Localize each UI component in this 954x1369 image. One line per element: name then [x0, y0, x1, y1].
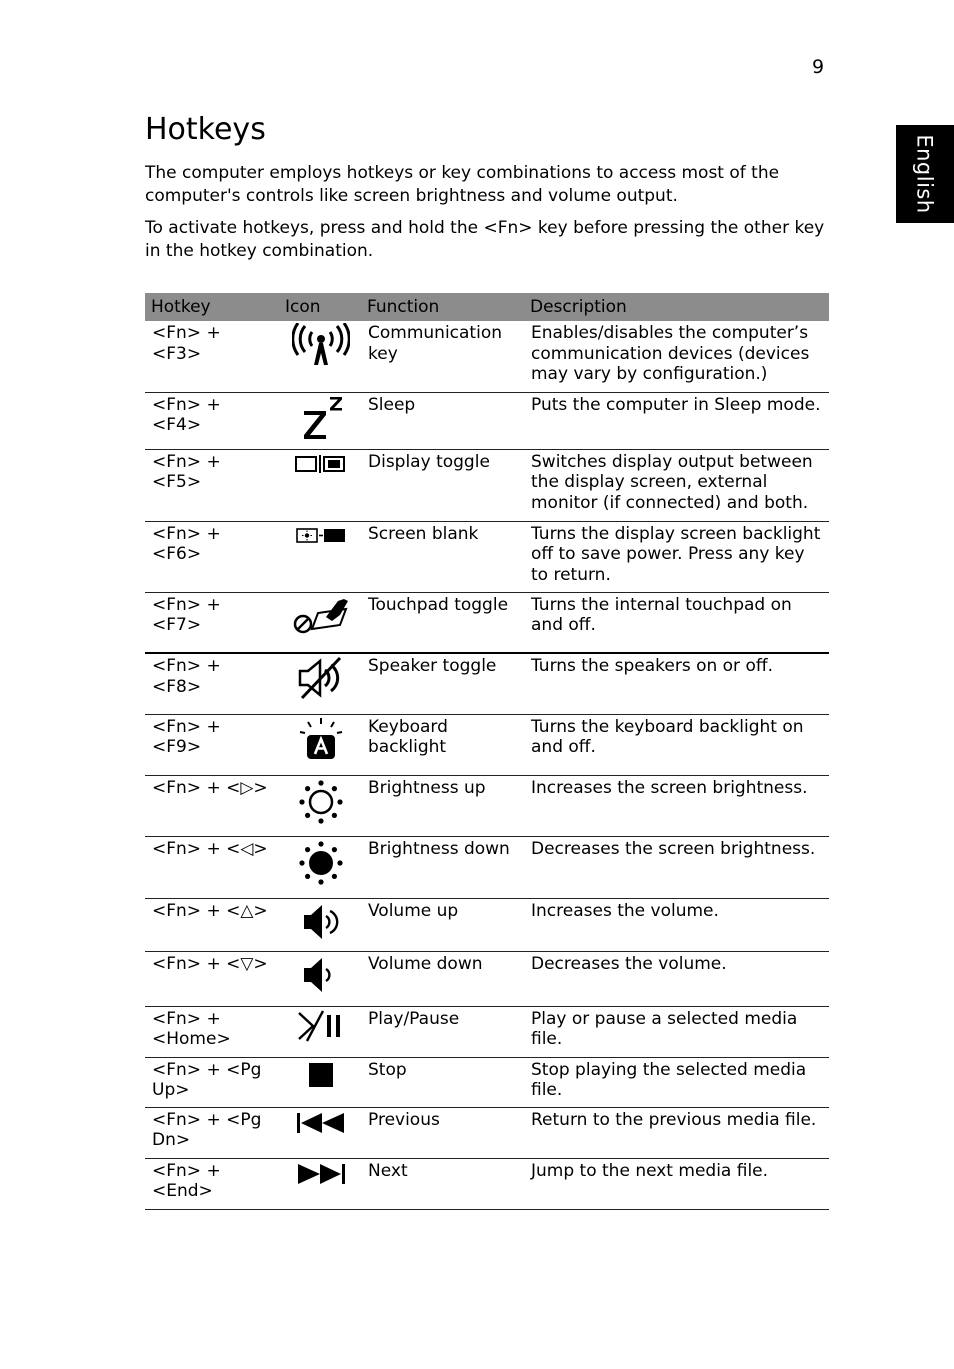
- hotkey-cell: <Fn> + <▷>: [145, 775, 279, 836]
- table-row: [145, 1006, 829, 1057]
- icon-cell: [279, 1158, 361, 1209]
- icon-cell: [279, 1107, 361, 1158]
- table-row: [145, 1158, 829, 1209]
- header-icon: Icon: [279, 293, 361, 321]
- hotkey-cell: <Fn> + <F6>: [145, 521, 279, 592]
- function-cell: Display toggle: [361, 449, 524, 521]
- table-row: [145, 836, 829, 898]
- description-cell: Increases the volume.: [524, 898, 829, 951]
- description-cell: Turns the keyboard backlight on and off.: [524, 714, 829, 775]
- hotkey-cell: <Fn> + <Pg Dn>: [145, 1107, 279, 1158]
- description-cell: Turns the internal touchpad on and off.: [524, 592, 829, 653]
- icon-cell: [279, 775, 361, 836]
- function-cell: Speaker toggle: [361, 653, 524, 714]
- icon-cell: [279, 714, 361, 775]
- icon-cell: [279, 836, 361, 898]
- description-cell: Play or pause a selected media file.: [524, 1006, 829, 1057]
- description-cell: Switches display output between the display screen, external monitor (if connected) and both.: [524, 449, 829, 521]
- keyboard-backlight-icon: [294, 717, 348, 761]
- description-cell: Decreases the screen brightness.: [524, 836, 829, 898]
- table-row: [145, 714, 829, 775]
- hotkey-cell: <Fn> + <▽>: [145, 951, 279, 1006]
- function-cell: Touchpad toggle: [361, 592, 524, 653]
- table-row: [145, 951, 829, 1006]
- language-tab-label: English: [913, 134, 938, 214]
- intro-paragraph-1: The computer employs hotkeys or key combinations to access most of the computer's controls like screen brightness and volume output.: [145, 163, 780, 206]
- hotkey-cell: <Fn> + <End>: [145, 1158, 279, 1209]
- header-description: Description: [524, 293, 829, 321]
- hotkey-cell: <Fn> + <F3>: [145, 321, 279, 392]
- icon-cell: [279, 1057, 361, 1107]
- volume-down-icon: [298, 954, 344, 996]
- icon-cell: [279, 449, 361, 521]
- display-toggle-icon: [293, 452, 349, 476]
- hotkey-cell: <Fn> + <F7>: [145, 592, 279, 653]
- description-cell: Enables/disables the computer’s communication devices (devices may vary by configuration.): [524, 321, 829, 392]
- hotkey-cell: <Fn> + <F9>: [145, 714, 279, 775]
- function-cell: Brightness up: [361, 775, 524, 836]
- page-title: Hotkeys: [145, 112, 266, 147]
- hotkey-cell: <Fn> + <F5>: [145, 449, 279, 521]
- table-row: [145, 449, 829, 521]
- table-row: [145, 1057, 829, 1107]
- function-cell: Next: [361, 1158, 524, 1209]
- header-hotkey: Hotkey: [145, 293, 279, 321]
- volume-up-icon: [298, 901, 344, 943]
- touchpad-toggle-icon: [292, 595, 350, 635]
- description-cell: Turns the display screen backlight off to save power. Press any key to return.: [524, 521, 829, 592]
- hotkey-cell: <Fn> + <Home>: [145, 1006, 279, 1057]
- description-cell: Turns the speakers on or off.: [524, 653, 829, 714]
- header-function: Function: [361, 293, 524, 321]
- table-row: [145, 775, 829, 836]
- hotkey-cell: <Fn> + <Pg Up>: [145, 1057, 279, 1107]
- brightness-up-icon: [296, 778, 346, 826]
- wireless-icon: [292, 323, 350, 367]
- icon-cell: [279, 392, 361, 449]
- description-cell: Return to the previous media file.: [524, 1107, 829, 1158]
- table-row: [145, 321, 829, 392]
- table-row: [145, 1107, 829, 1158]
- table-row: [145, 653, 829, 714]
- hotkeys-table: [145, 293, 829, 1210]
- page-number: 9: [812, 56, 825, 78]
- function-cell: Brightness down: [361, 836, 524, 898]
- table-row: [145, 392, 829, 449]
- function-cell: Screen blank: [361, 521, 524, 592]
- function-cell: Volume down: [361, 951, 524, 1006]
- hotkey-cell: <Fn> + <△>: [145, 898, 279, 951]
- function-cell: Stop: [361, 1057, 524, 1107]
- description-cell: Increases the screen brightness.: [524, 775, 829, 836]
- table-row: [145, 592, 829, 653]
- table-row: [145, 898, 829, 951]
- brightness-down-icon: [296, 839, 346, 887]
- table-header-row: [145, 293, 829, 321]
- hotkey-cell: <Fn> + <F4>: [145, 392, 279, 449]
- function-cell: Previous: [361, 1107, 524, 1158]
- function-cell: Sleep: [361, 392, 524, 449]
- stop-icon: [306, 1060, 336, 1090]
- icon-cell: [279, 1006, 361, 1057]
- function-cell: Communication key: [361, 321, 524, 392]
- function-cell: Play/Pause: [361, 1006, 524, 1057]
- function-cell: Keyboard backlight: [361, 714, 524, 775]
- speaker-mute-icon: [294, 656, 348, 700]
- icon-cell: [279, 653, 361, 714]
- hotkey-cell: <Fn> + <◁>: [145, 836, 279, 898]
- sleep-icon: [296, 395, 346, 441]
- next-icon: [294, 1161, 348, 1187]
- icon-cell: [279, 951, 361, 1006]
- description-cell: Stop playing the selected media file.: [524, 1057, 829, 1107]
- function-cell: Volume up: [361, 898, 524, 951]
- language-tab: [896, 125, 954, 223]
- previous-icon: [294, 1110, 348, 1136]
- table-row: [145, 521, 829, 592]
- screen-blank-icon: [293, 524, 349, 546]
- play-pause-icon: [295, 1009, 347, 1043]
- icon-cell: [279, 592, 361, 653]
- icon-cell: [279, 898, 361, 951]
- icon-cell: [279, 521, 361, 592]
- intro-paragraph-2: To activate hotkeys, press and hold the <Fn> key before pressing the other key in the hotkey combination.: [145, 218, 825, 261]
- description-cell: Decreases the volume.: [524, 951, 829, 1006]
- description-cell: Puts the computer in Sleep mode.: [524, 392, 829, 449]
- description-cell: Jump to the next media file.: [524, 1158, 829, 1209]
- icon-cell: [279, 321, 361, 392]
- hotkey-cell: <Fn> + <F8>: [145, 653, 279, 714]
